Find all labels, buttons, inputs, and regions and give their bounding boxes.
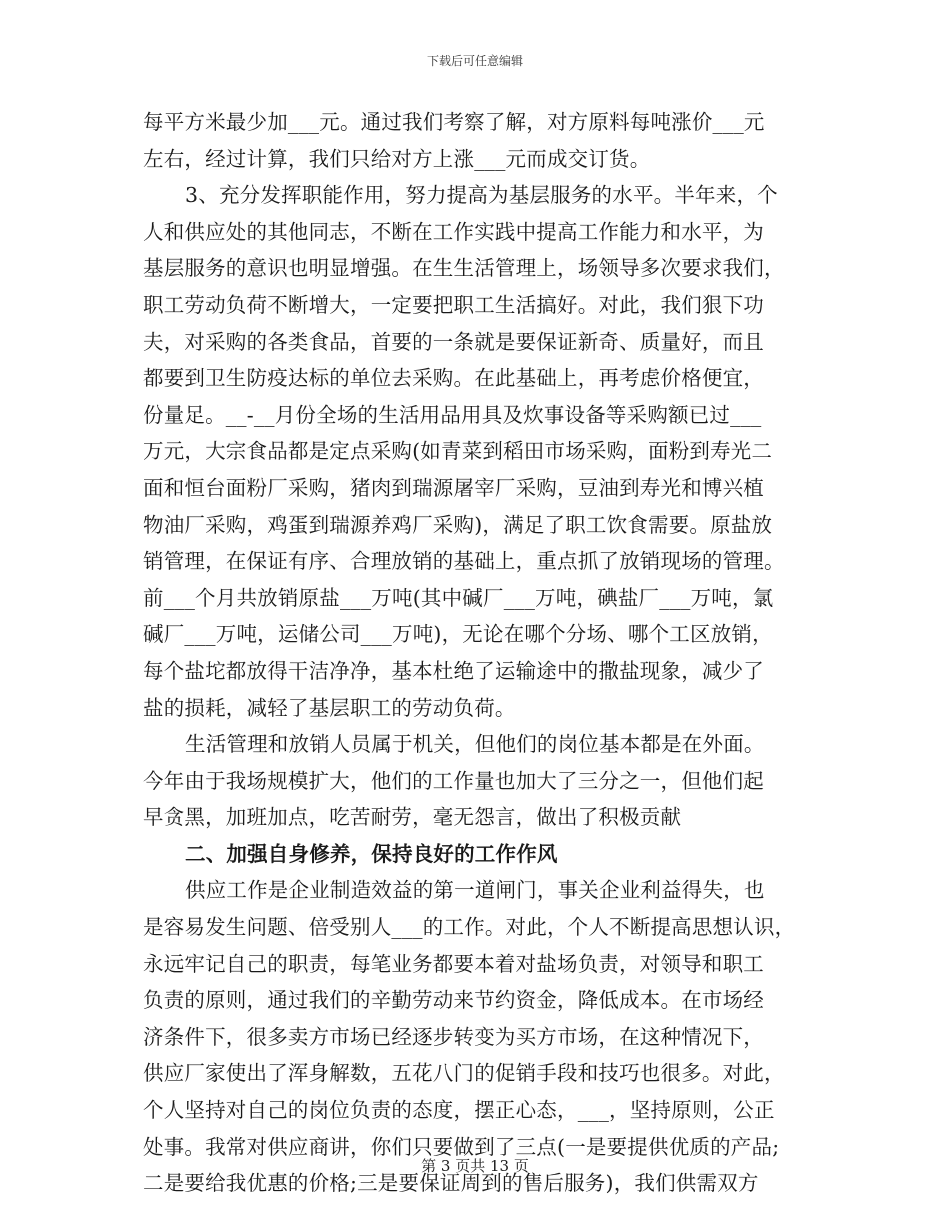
text-line: 永远牢记自己的职责，每笔业务都要本着对盐场负责，对领导和职工 xyxy=(143,951,764,976)
text-line: 每平方米最少加___元。通过我们考察了解，对方原料每吨涨价___元 xyxy=(143,110,765,134)
text-line: 左右，经过计算，我们只给对方上涨___元而成交订货。 xyxy=(143,146,651,171)
text-line: 职工劳动负荷不断增大，一定要把职工生活搞好。对此，我们狠下功 xyxy=(143,292,764,317)
text-line: 生活管理和放销人员属于机关，但他们的岗位基本都是在外面。 xyxy=(185,732,765,757)
document-body xyxy=(143,104,807,1202)
page-number: 第 3 页共 13 页 xyxy=(421,1157,529,1175)
text-line: 济条件下，很多卖方市场已经逐步转变为买方市场，在这种情况下， xyxy=(143,1024,764,1049)
text-line: 销管理，在保证有序、合理放销的基础上，重点抓了放销现场的管理。 xyxy=(143,549,785,574)
text-line: 3、充分发挥职能作用，努力提高为基层服务的水平。半年来，个 xyxy=(185,183,778,208)
text-line: 面和恒台面粉厂采购，猪肉到瑞源屠宰厂采购，豆油到寿光和博兴植 xyxy=(143,475,764,500)
text-line: 是容易发生问题、倍受别人___的工作。对此，个人不断提高思想认识， xyxy=(143,915,796,940)
text-line: 基层服务的意识也明显增强。在生生活管理上，场领导多次要求我们， xyxy=(143,256,785,281)
section-heading: 二、加强自身修养，保持良好的工作作风 xyxy=(185,841,558,866)
text-line: 供应工作是企业制造效益的第一道闸门，事关企业利益得失，也 xyxy=(185,878,765,903)
text-line: 前___个月共放销原盐___万吨(其中碱厂___万吨，碘盐厂___万吨，氯 xyxy=(143,585,774,610)
text-line: 每个盐坨都放得干洁净净，基本杜绝了运输途中的撒盐现象，减少了 xyxy=(143,658,764,683)
page-header-note: 下载后可任意编辑 xyxy=(426,54,523,68)
text-line: 个人坚持对自己的岗位负责的态度，摆正心态，___，坚持原则，公正 xyxy=(143,1098,775,1123)
text-line: 万元，大宗食品都是定点采购(如青菜到稻田市场采购，面粉到寿光二 xyxy=(143,439,773,464)
text-line: 二是要给我优惠的价格;三是要保证周到的售后服务)，我们供需双方 xyxy=(143,1171,759,1196)
text-line: 人和供应处的其他同志，不断在工作实践中提高工作能力和水平，为 xyxy=(143,219,764,244)
text-line: 碱厂___万吨，运储公司___万吨)，无论在哪个分场、哪个工区放销， xyxy=(143,622,773,647)
text-line: 都要到卫生防疫达标的单位去采购。在此基础上，再考虑价格便宜， xyxy=(143,366,764,391)
text-line: 负责的原则，通过我们的辛勤劳动来节约资金，降低成本。在市场经 xyxy=(143,988,764,1013)
text-line: 处事。我常对供应商讲，你们只要做到了三点(一是要提供优质的产品; xyxy=(143,1134,780,1159)
text-line: 份量足。__-__月份全场的生活用品用具及炊事设备等采购额已过___ xyxy=(143,402,762,427)
text-line: 供应厂家使出了浑身解数，五花八门的促销手段和技巧也很多。对此， xyxy=(143,1061,785,1086)
text-line: 夫，对采购的各类食品，首要的一条就是要保证新奇、质量好，而且 xyxy=(143,329,764,354)
text-line: 今年由于我场规模扩大，他们的工作量也加大了三分之一，但他们起 xyxy=(143,768,764,793)
text-line: 早贪黑，加班加点，吃苦耐劳，毫无怨言，做出了积极贡献 xyxy=(143,805,682,830)
text-line: 盐的损耗，减轻了基层职工的劳动负荷。 xyxy=(143,695,516,720)
text-line: 物油厂采购，鸡蛋到瑞源养鸡厂采购)，满足了职工饮食需要。原盐放 xyxy=(143,512,773,537)
